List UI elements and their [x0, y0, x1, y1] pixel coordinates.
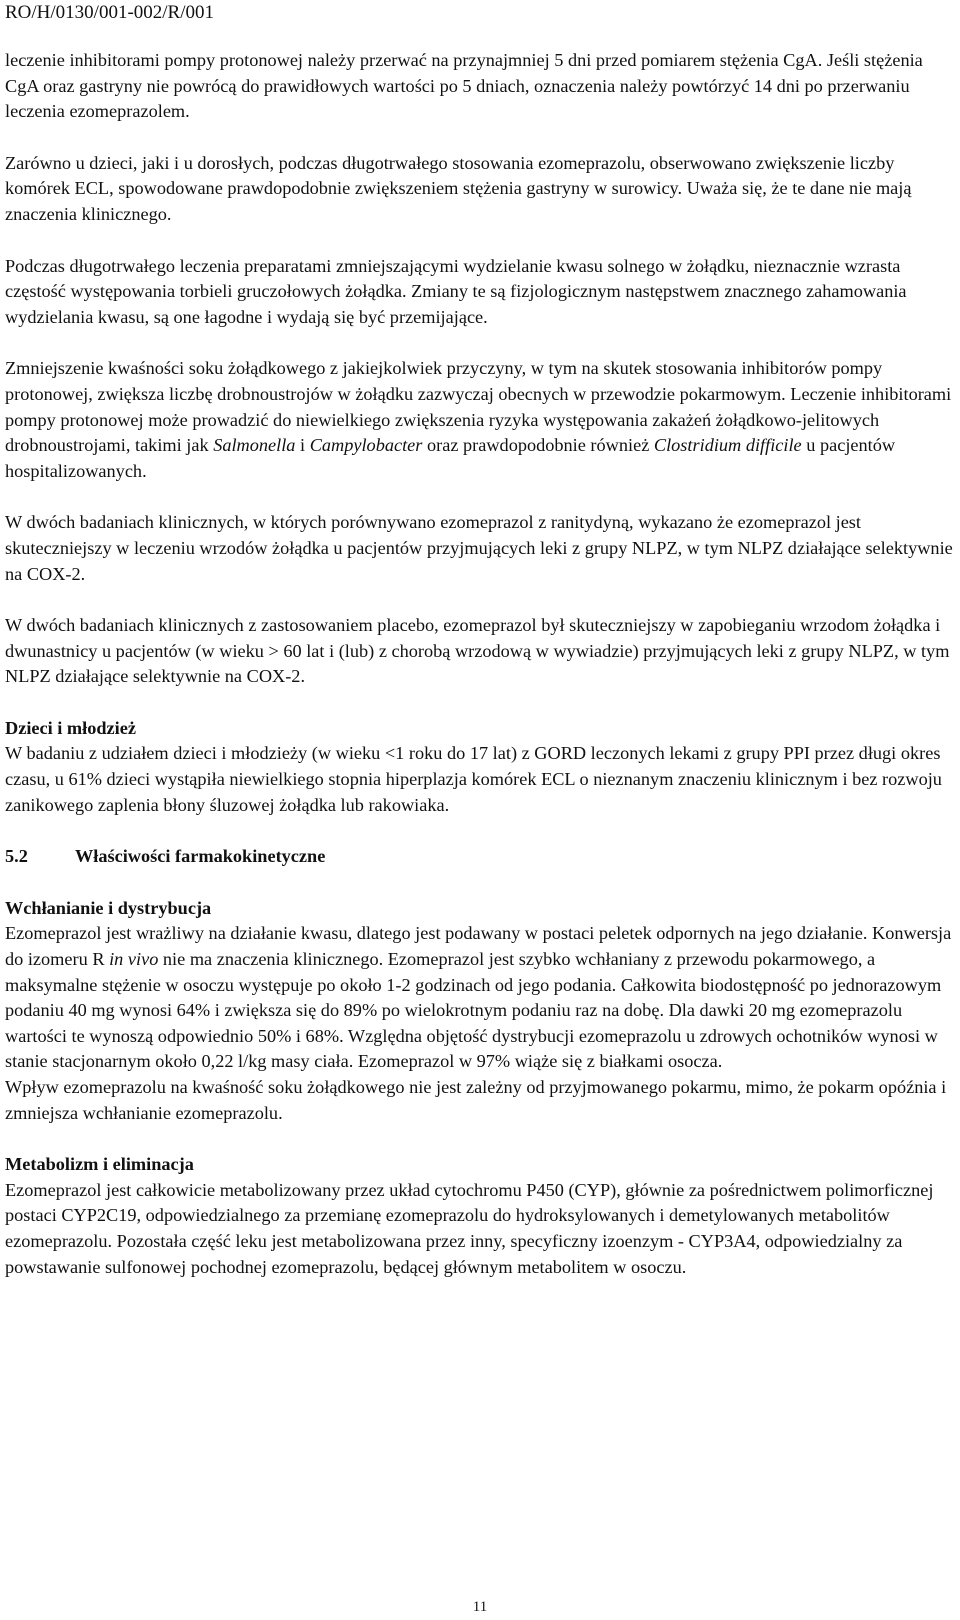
paragraph-ranitidine-studies: W dwóch badaniach klinicznych, w których porównywano ezomeprazol z ranitydyną, wykazano że ezomeprazol jest skuteczniejszy w leczeniu wrzodów żołądka u pacjentów przyjmujących leki z grupy NLPZ, w tym NLPZ działające selektywnie na COX-2.	[5, 512, 953, 584]
text-run: oraz prawdopodobnie również	[422, 435, 654, 456]
text-run: i	[295, 435, 310, 456]
paragraph-absorption	[5, 896, 953, 1075]
section-number: 5.2	[5, 846, 28, 867]
text-run: W badaniu z udziałem dzieci i młodzieży (w wieku <1 roku do 17 lat) z GORD leczonych lekami z grupy PPI przez długi okres czasu, u 61% dzieci wystąpiła niewielkiego stopnia hiperplazja komórek ECL o nieznanym znaczeniu klinicznym i bez rozwoju zanikowego zaplenia błony śluzowej żołądka lub rakowiaka.	[5, 743, 942, 815]
text-run: u pacjentów hospitalizowanych.	[5, 435, 896, 481]
paragraph-ecl-cells: Zarówno u dzieci, jaki i u dorosłych, podczas długotrwałego stosowania ezomeprazolu, obserwowano zwiększenie liczby komórek ECL, spowodowane prawdopodobnie zwiększeniem stężenia gastryny w surowicy. Uważa się, że te dane nie mają znaczenia klinicznego.	[5, 152, 912, 224]
italic-clostridium: Clostridium difficile	[653, 435, 802, 456]
paragraph-cga-measurement: leczenie inhibitorami pompy protonowej należy przerwać na przynajmniej 5 dni przed pomiarem stężenia CgA. Jeśli stężenia CgA oraz gastryny nie powrócą do prawidłowych wartości po 5 dniach, oznaczenia należy powtórzyć 14 dni po przerwaniu leczenia ezomeprazolem.	[5, 50, 923, 122]
paragraph-children	[5, 716, 953, 818]
page-number: 11	[472, 1599, 488, 1615]
section-title: Właściwości farmakokinetyczne	[75, 846, 326, 867]
italic-in-vivo: in vivo	[109, 949, 159, 970]
heading-children: Dzieci i młodzież	[5, 717, 136, 738]
text-run: Ezomeprazol jest całkowicie metabolizowany przez układ cytochromu P450 (CYP), głównie za pośrednictwem polimorficznej postaci CYP2C19, odpowiedzialnego za przemianę ezomeprazolu do hydroksylowanych i demetylowanych metabolitów ezomeprazolu. Pozostała część leku jest metabolizowana przez inny, specyficzny izoenzym - CYP3A4, odpowiedzialny za powstawanie sulfonowej pochodnej ezomeprazolu, będącej głównym metabolitem w osoczu.	[5, 1179, 934, 1277]
paragraph-metabolism	[5, 1152, 953, 1280]
italic-salmonella: Salmonella	[213, 435, 296, 456]
document-body	[5, 48, 953, 1306]
heading-absorption: Wchłanianie i dystrybucja	[5, 897, 212, 918]
paragraph-placebo-studies: W dwóch badaniach klinicznych z zastosowaniem placebo, ezomeprazol był skuteczniejszy w zapobieganiu wrzodom żołądka i dwunastnicy u pacjentów (w wieku > 60 lat i (lub) z chorobą wrzodową w wywiadzie) przyjmujących leki z grupy NLPZ, w tym NLPZ działające selektywnie na COX-2.	[5, 615, 950, 687]
document-id: RO/H/0130/001-002/R/001	[5, 2, 215, 23]
italic-campylobacter: Campylobacter	[309, 435, 423, 456]
paragraph-glandular-cysts: Podczas długotrwałego leczenia preparatami zmniejszającymi wydzielanie kwasu solnego w żołądku, nieznacznie wzrasta częstość występowania torbieli gruczołowych żołądka. Zmiany te są fizjologicznym następstwem znacznego zahamowania wydzielania kwasu, są one łagodne i wydają się być przemijające.	[5, 255, 907, 327]
text-run: Zmniejszenie kwaśności soku żołądkowego z jakiejkolwiek przyczyny, w tym na skutek stosowania inhibitorów pompy protonowej, zwiększa liczbę drobnoustrojów w żołądku zazwyczaj obecnych w przewodzie pokarmowym. Leczenie inhibitorami pompy protonowej może prowadzić do niewielkiego zwiększenia ryzyka występowania zakażeń żołądkowo-jelitowych drobnoustrojami, takimi jak	[5, 358, 952, 456]
text-run: nie ma znaczenia klinicznego. Ezomeprazol jest szybko wchłaniany z przewodu pokarmowego, a maksymalne stężenie w osoczu występuje po około 1-2 godzinach od jego podania. Całkowita biodostępność po jednorazowym podaniu 40 mg wynosi 64% i zwiększa się do 89% po wielokrotnym podaniu raz na dobę. Dla dawki 20 mg ezomeprazolu wartości te wynoszą odpowiednio 50% i 68%. Względna objętość dystrybucji ezomeprazolu u zdrowych ochotników wynosi w stanie stacjonarnym około 0,22 l/kg masy ciała. Ezomeprazol w 97% wiąże się z białkami osocza.	[5, 949, 942, 1072]
section-heading	[5, 844, 953, 870]
text-run: Ezomeprazol jest wrażliwy na działanie kwasu, dlatego jest podawany w postaci peletek odpornych na jego działanie. Konwersja do izomeru R	[5, 923, 952, 970]
heading-metabolism: Metabolizm i eliminacja	[5, 1154, 194, 1175]
paragraph-food-effect: Wpływ ezomeprazolu na kwaśność soku żołądkowego nie jest zależny od przyjmowanego pokarmu, mimo, że pokarm opóźnia i zmniejsza wchłanianie ezomeprazolu.	[5, 1077, 947, 1123]
paragraph-gastric-acidity	[5, 356, 953, 484]
